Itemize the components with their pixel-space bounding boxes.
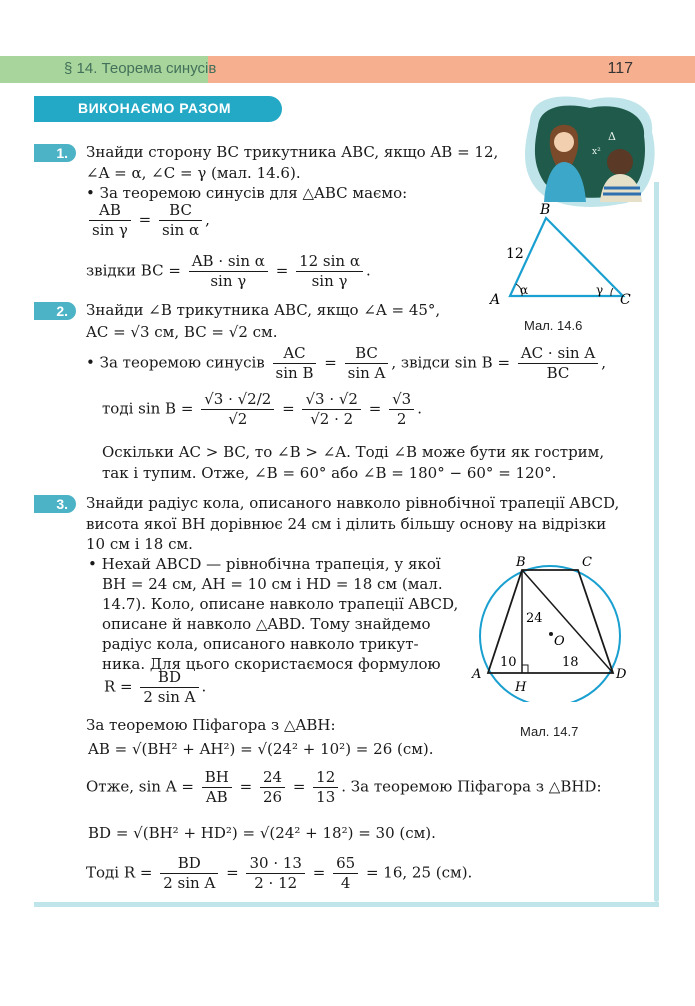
section-banner <box>34 96 282 122</box>
problem-1-line-1: Знайди сторону BC трикутника ABC, якщо AB = 12, <box>86 143 499 161</box>
circumradius-formula <box>104 668 206 707</box>
equals-sign: = <box>324 353 337 372</box>
figure-14-7-trapezoid <box>468 552 638 702</box>
fraction-denominator: sin α <box>162 221 200 239</box>
problem-1-ratio <box>86 201 210 240</box>
problem-3-bullet-3: 14.7). Коло, описане навколо трапеції ABCD, <box>102 595 459 613</box>
pythagoras-abh-label: За теоремою Піфагора з △ABH: <box>86 716 336 734</box>
page-frame-right <box>654 182 659 902</box>
fraction-denominator: √2 <box>228 410 248 428</box>
fraction-denominator: sin A <box>347 364 386 382</box>
problem-2-sine-law <box>86 344 606 383</box>
vertex-a-label: A <box>472 667 482 682</box>
students-photo <box>520 92 660 210</box>
fraction-denominator: AB <box>205 788 228 806</box>
page-frame-bottom <box>34 902 659 907</box>
bullet-text: • За теоремою синусів <box>86 353 265 372</box>
problem-3-bullet-2: BH = 24 см, AH = 10 см і HD = 18 см (мал. <box>102 575 443 593</box>
problem-3-line-3: 10 см і 18 см. <box>86 535 193 553</box>
r-label: R = <box>104 677 133 696</box>
fraction-numerator: 12 sin α <box>296 252 363 272</box>
problem-3-badge: 3. <box>34 495 76 513</box>
problem-1-result <box>86 252 371 291</box>
equals-sign: = <box>282 399 295 418</box>
period: . <box>417 399 422 418</box>
problem-3-bullet-1: • Нехай ABCD — рівнобічна трапеція, у якої <box>88 555 441 573</box>
problem-2-conclusion-2: так і тупим. Отже, ∠B = 60° або ∠B = 180° − 60° = 120°. <box>102 464 557 482</box>
period: . <box>365 261 371 280</box>
then-label: тоді sin B = <box>102 399 194 418</box>
fraction-numerator: BD <box>160 854 218 874</box>
pythagoras-bhd-label: . За теоремою Піфагора з △BHD: <box>341 777 602 796</box>
fraction-numerator: AB · sin α <box>189 252 268 272</box>
equals-sign: = <box>368 399 382 418</box>
fraction-denominator: 26 <box>262 788 283 806</box>
figure-14-7-caption: Мал. 14.7 <box>520 724 579 739</box>
whence-label: звідки BC = <box>86 261 181 280</box>
fraction-denominator: 2 <box>396 410 407 428</box>
fraction-denominator: 2 sin A <box>143 688 196 706</box>
fraction-denominator: 2 sin A <box>163 874 216 892</box>
equals-sign: = <box>226 863 239 882</box>
fraction-denominator: sin γ <box>210 272 247 290</box>
fraction-numerator: AC <box>273 344 317 364</box>
equals-sign: = <box>312 863 326 882</box>
vertex-c-label: C <box>582 555 592 570</box>
problem-3-bullet-6: ника. Для цього скористаємося формулою <box>102 655 441 673</box>
center-o-label: O <box>554 634 565 649</box>
problem-1-line-2: ∠A = α, ∠C = γ (мал. 14.6). <box>86 164 301 182</box>
fraction-numerator: BH <box>202 768 232 788</box>
problem-1-badge: 1. <box>34 144 76 162</box>
side-ab-label: 12 <box>506 246 524 262</box>
whence-label: , звідси sin B = <box>391 353 511 372</box>
radius-result <box>86 854 472 893</box>
svg-text:x²: x² <box>592 147 601 157</box>
fraction-numerator: 12 <box>313 768 338 788</box>
equals-sign: = <box>239 777 253 796</box>
fraction-numerator: BC <box>159 201 202 221</box>
segment-hd-label: 18 <box>562 655 579 670</box>
fraction-denominator: 13 <box>316 788 336 806</box>
problem-3-line-1: Знайди радіус кола, описаного навколо рівнобічної трапеції ABCD, <box>86 494 620 512</box>
fraction-numerator: √3 · √2/2 <box>201 390 274 410</box>
fraction-denominator: √2 · 2 <box>310 410 354 428</box>
figure-14-6-caption: Мал. 14.6 <box>524 318 583 333</box>
fraction-numerator: AB <box>89 201 131 221</box>
fraction-numerator: AC · sin A <box>518 344 598 364</box>
fraction-numerator: 65 <box>333 854 358 874</box>
vertex-d-label: D <box>616 667 627 682</box>
figure-14-6-triangle <box>480 198 640 318</box>
fraction-numerator: BD <box>140 668 198 688</box>
problem-1-bullet: • За теоремою синусів для △ABC маємо: <box>86 184 408 202</box>
then-label: Тоді R = <box>86 863 153 882</box>
angle-gamma-label: γ <box>596 283 604 297</box>
period: . <box>201 677 207 696</box>
problem-3-bullet-5: радіус кола, описаного навколо трикут- <box>102 635 419 653</box>
final-value: = 16, 25 (см). <box>365 863 473 882</box>
problem-2-line-1: Знайди ∠B трикутника ABC, якщо ∠A = 45°, <box>86 301 441 319</box>
fraction-numerator: √3 · √2 <box>302 390 361 410</box>
vertex-b-label: B <box>516 555 526 570</box>
bd-calculation: BD = √(BH² + HD²) = √(24² + 18²) = 30 (см). <box>88 824 436 842</box>
foot-h-label: H <box>515 680 527 695</box>
problem-2-sinb-calc <box>102 390 422 429</box>
fraction-numerator: 30 · 13 <box>246 854 304 874</box>
problem-3-line-2: висота якої BH дорівнює 24 см і ділить більшу основу на відрізки <box>86 515 607 533</box>
fraction-numerator: 24 <box>260 768 285 788</box>
page-number: 117 <box>607 60 633 77</box>
fraction-numerator: √3 <box>389 390 414 410</box>
fraction-denominator: sin γ <box>311 272 348 290</box>
so-label: Отже, sin A = <box>86 777 194 796</box>
fraction-denominator: BC <box>546 364 570 382</box>
problem-2-line-2: AC = √3 см, BC = √2 см. <box>86 323 278 341</box>
vertex-b-label: B <box>540 202 551 218</box>
ab-calculation: AB = √(BH² + AH²) = √(24² + 10²) = 26 (см). <box>88 740 434 758</box>
vertex-c-label: C <box>620 292 631 308</box>
fraction-denominator: sin B <box>275 364 314 382</box>
comma: , <box>205 210 210 229</box>
sin-a-calculation <box>86 768 602 807</box>
problem-3-bullet-4: описане й навколо △ABD. Тому знайдемо <box>102 615 431 633</box>
fraction-numerator: BC <box>345 344 389 364</box>
problem-2-conclusion-1: Оскільки AC > BC, то ∠B > ∠A. Тоді ∠B може бути як гострим, <box>102 443 605 461</box>
banner-label: ВИКОНАЄМО РАЗОМ <box>78 100 232 116</box>
fraction-denominator: 2 · 12 <box>254 874 298 892</box>
vertex-a-label: A <box>490 292 501 308</box>
segment-ah-label: 10 <box>500 655 517 670</box>
equals-sign: = <box>275 261 289 280</box>
comma: , <box>601 353 606 372</box>
angle-alpha-label: α <box>520 283 529 297</box>
svg-text:Δ: Δ <box>608 130 616 143</box>
fraction-denominator: 4 <box>340 874 351 892</box>
fraction-denominator: sin γ <box>92 221 128 239</box>
height-label: 24 <box>526 611 543 626</box>
equals-sign: = <box>138 210 152 229</box>
problem-2-badge: 2. <box>34 302 76 320</box>
equals-sign: = <box>292 777 306 796</box>
section-title: § 14. Теорема синусів <box>64 60 217 77</box>
